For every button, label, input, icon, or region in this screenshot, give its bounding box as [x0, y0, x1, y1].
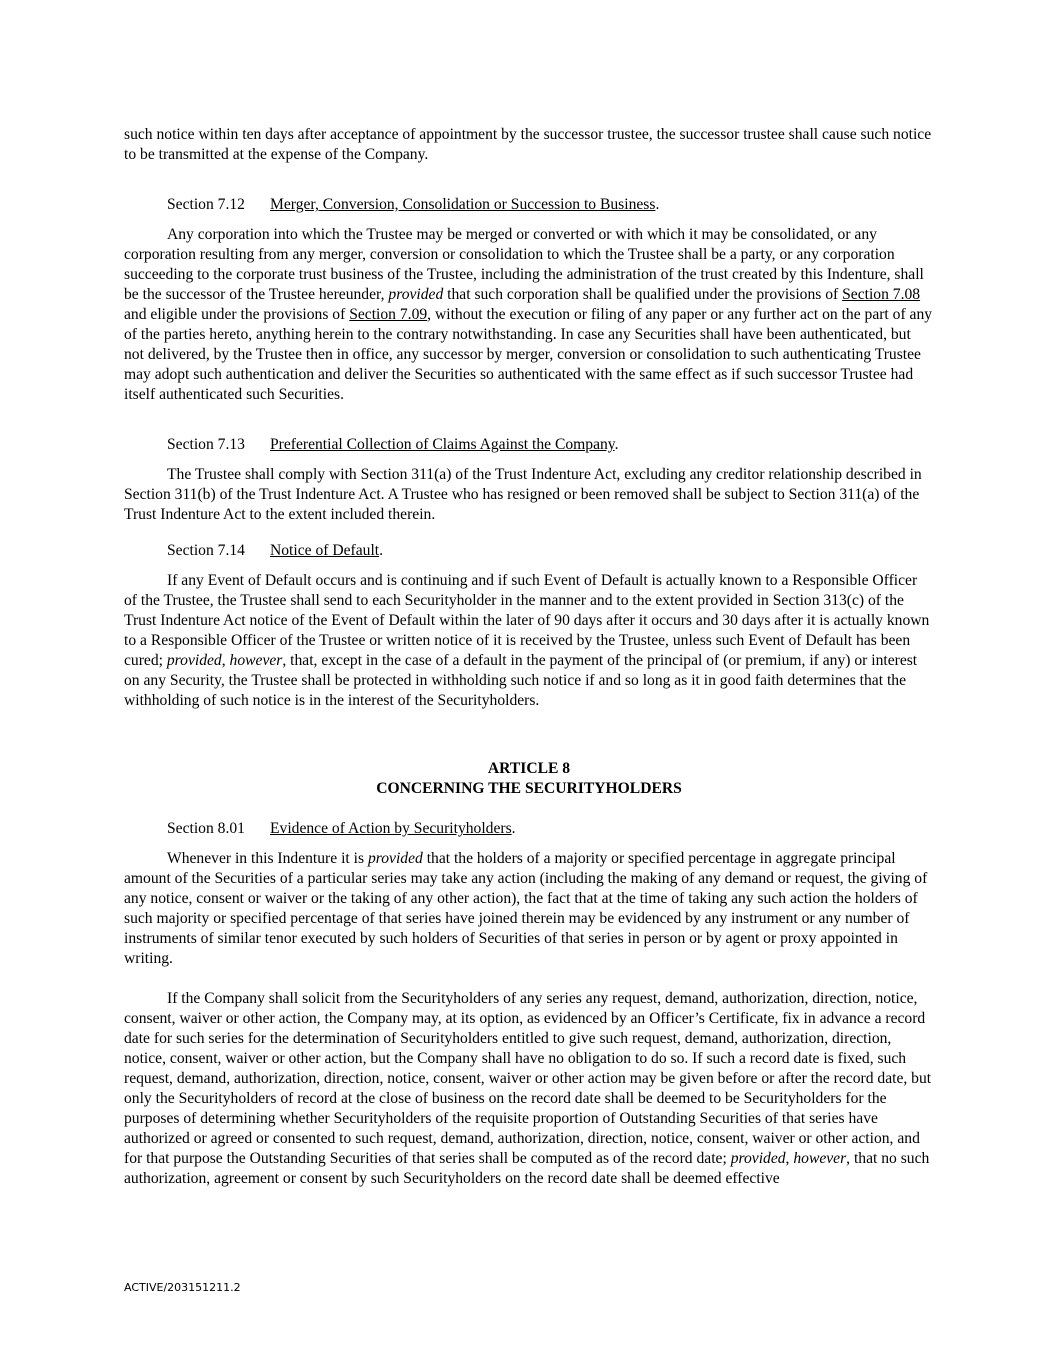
continuation-paragraph: such notice within ten days after acceptance of appointment by the successor trustee, the successor trustee shall cause such notice to be transmitted at the expense of the Company.	[124, 126, 932, 163]
section-8-01-body-2: If the Company shall solicit from the Securityholders of any series any request, demand, authorization, direction, notice, consent, waiver or other action, the Company may, at its option, as evidenced by an Officer’s Certificate, fix in advance a record date for such series for the determination of Securityholders entitled to give such request, demand, authorization, direction, notice, consent, waiver or other action, but the Company shall have no obligation to do so. If such a record date is fixed, such request, demand, authorization, direction, notice, consent, waiver or other action may be given before or after the record date, but only the Securityholders of record at the close of business on the record date shall be deemed to be Securityholders for the purposes of determining whether Securityholders of the requisite proportion of Outstanding Securities of that series have authorized or agreed or consented to such request, demand, authorization, direction, notice, consent, waiver or other action, and for that purpose the Outstanding Securities of that series shall be computed as of the record date; provided, however, that no such authorization, agreement or consent by such Securityholders on the record date shall be deemed effective	[124, 990, 932, 1187]
section-heading-7-13: Section 7.13 Preferential Collection of Claims Against the Company.	[167, 436, 619, 453]
cross-reference-7-08: Section 7.08	[842, 286, 921, 303]
document-id-footer: ACTIVE/203151211.2	[124, 1281, 241, 1294]
section-title: Merger, Conversion, Consolidation or Succession to Business	[270, 196, 656, 213]
article-title: CONCERNING THE SECURITYHOLDERS	[376, 780, 682, 797]
section-number: Section 8.01	[167, 820, 245, 837]
section-number: Section 7.12	[167, 196, 245, 213]
section-title: Notice of Default	[270, 542, 380, 559]
section-heading-8-01: Section 8.01 Evidence of Action by Securityholders.	[167, 820, 516, 837]
article-heading	[124, 759, 934, 799]
section-7-13-body: The Trustee shall comply with Section 311(a) of the Trust Indenture Act, excluding any creditor relationship described in Section 311(b) of the Trust Indenture Act. A Trustee who has resigned or been removed shall be subject to Section 311(a) of the Trust Indenture Act to the extent included therein.	[124, 466, 922, 523]
section-8-01-body-1: Whenever in this Indenture it is provided that the holders of a majority or specified percentage in aggregate principal amount of the Securities of a particular series may take any action (including the making of any demand or request, the giving of any notice, consent or waiver or the taking of any other action), the fact that at the time of taking any such action the holders of such majority or specified percentage of that series have joined therein may be evidenced by any instrument or any number of instruments of similar tenor executed by such holders of Securities of that series in person or by agent or proxy appointed in writing.	[124, 850, 928, 967]
section-number: Section 7.14	[167, 542, 245, 559]
document-page	[124, 125, 934, 1189]
article-number: ARTICLE 8	[487, 760, 571, 777]
section-7-14-body: If any Event of Default occurs and is continuing and if such Event of Default is actually known to a Responsible Officer of the Trustee, the Trustee shall send to each Securityholder in the manner and to the extent provided in Section 313(c) of the Trust Indenture Act notice of the Event of Default within the later of 90 days after it occurs and 30 days after it is actually known to a Responsible Officer of the Trustee or written notice of it is received by the Trustee, unless such Event of Default has been cured; provided, however, that, except in the case of a default in the payment of the principal of (or premium, if any) or interest on any Security, the Trustee shall be protected in withholding such notice if and so long as it in good faith determines that the withholding of such notice is in the interest of the Securityholders.	[124, 572, 930, 709]
cross-reference-7-09: Section 7.09	[349, 306, 428, 323]
section-number: Section 7.13	[167, 436, 245, 453]
section-title: Evidence of Action by Securityholders	[270, 820, 512, 837]
section-heading-7-12: Section 7.12 Merger, Conversion, Consolidation or Succession to Business.	[167, 196, 660, 213]
section-title: Preferential Collection of Claims Against the Company	[270, 436, 615, 453]
section-heading-7-14: Section 7.14 Notice of Default.	[167, 542, 384, 559]
section-7-12-body: Any corporation into which the Trustee may be merged or converted or with which it may be consolidated, or any corporation resulting from any merger, conversion or consolidation to which the Trustee shall be a party, or any corporation succeeding to the corporate trust business of the Trustee, including the administration of the trust created by this Indenture, shall be the successor of the Trustee hereunder, provided that such corporation shall be qualified under the provisions of Section 7.08 and eligible under the provisions of Section 7.09, without the execution or filing of any paper or any further act on the part of any of the parties hereto, anything herein to the contrary notwithstanding. In case any Securities shall have been authenticated, but not delivered, by the Trustee then in office, any successor by merger, conversion or consolidation to such authenticating Trustee may adopt such authentication and deliver the Securities so authenticated with the same effect as if such successor Trustee had itself authenticated such Securities.	[124, 226, 933, 403]
